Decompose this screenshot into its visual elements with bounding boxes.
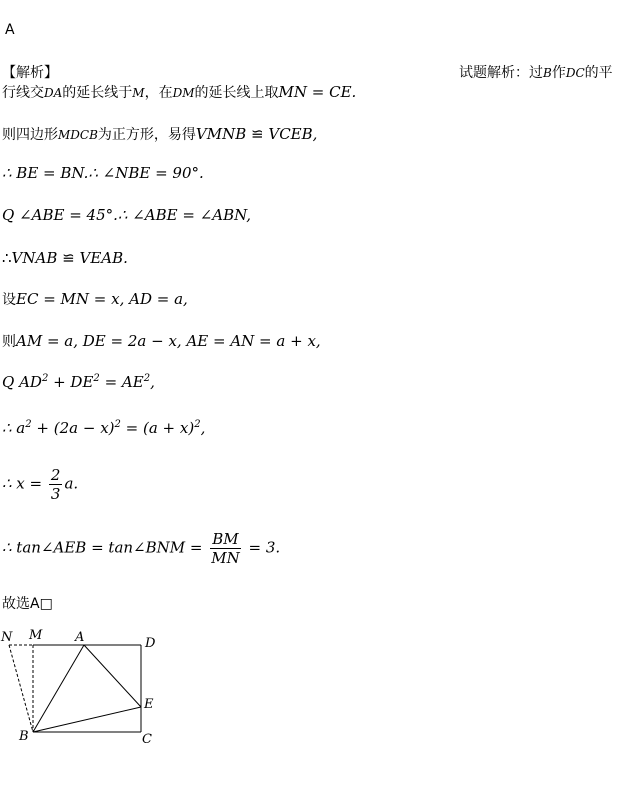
- l8-exp-2: 2: [93, 373, 100, 384]
- line-4: Q ∠ABE = 45°.∴ ∠ABE = ∠ABN,: [2, 206, 252, 224]
- analysis-intro: [459, 62, 613, 82]
- l9-exp-3: 2: [194, 419, 201, 430]
- line-2: [2, 124, 317, 144]
- l1-var-DA: DA: [44, 86, 63, 100]
- segment-BA: [33, 645, 84, 732]
- l9-term-3: = (a + x): [120, 419, 195, 437]
- l10-denominator: 3: [50, 485, 61, 503]
- intro-var-DC: DC: [565, 66, 585, 80]
- l9-exp-1: 2: [25, 419, 32, 430]
- label-D: D: [145, 636, 156, 651]
- l9-term-2: + (2a − x): [31, 419, 115, 437]
- l5-triangle-1: VNAB: [11, 249, 58, 267]
- intro-text-3: 的平: [584, 65, 613, 81]
- l5-congruent: ≌: [57, 249, 80, 267]
- label-C: C: [142, 732, 152, 747]
- l11-denominator: MN: [211, 549, 240, 567]
- l2-congruent: ≌: [246, 125, 269, 143]
- geometry-figure: [0, 625, 170, 750]
- label-B: B: [19, 729, 29, 744]
- intro-text-2: 作: [551, 65, 566, 81]
- l8-term-2: + DE: [48, 373, 94, 391]
- conclusion-text: 故选: [2, 596, 30, 612]
- segment-AE: [84, 645, 141, 707]
- l2-text-a: 则四边形: [2, 127, 58, 143]
- l2-triangle-2: VCEB,: [268, 125, 318, 143]
- l11-numerator: BM: [212, 530, 239, 548]
- line-1: [2, 82, 356, 102]
- segment-BE: [33, 707, 141, 732]
- label-M: M: [29, 628, 43, 643]
- l1-text-c: 的延长线于: [62, 85, 133, 101]
- l1-equation: MN = CE.: [278, 83, 357, 101]
- l10-lhs: ∴ x =: [2, 474, 47, 493]
- line-5: [2, 248, 128, 267]
- label-E: E: [144, 697, 154, 712]
- conclusion-answer: A: [30, 596, 40, 612]
- intro-var-B: B: [543, 66, 552, 80]
- label-A: A: [75, 630, 85, 645]
- l2-var-MDCB: MDCB: [58, 128, 98, 142]
- l6-text: 设: [2, 292, 16, 308]
- segment-NB-dashed: [9, 645, 33, 732]
- l7-text: 则: [2, 334, 16, 350]
- l1-var-M: M: [132, 86, 145, 100]
- l8-term-1: AD: [19, 373, 42, 391]
- l5-triangle-2: VEAB.: [79, 249, 128, 267]
- l5-therefore: ∴: [2, 249, 12, 267]
- line-6: [2, 289, 188, 309]
- line-8: [2, 373, 155, 391]
- line-9: [2, 419, 205, 437]
- l8-exp-3: 2: [143, 373, 151, 384]
- label-N: N: [1, 630, 13, 645]
- l9-term-1: ∴ a: [2, 419, 26, 437]
- answer-letter: A: [5, 22, 15, 38]
- l9-exp-2: 2: [114, 419, 121, 430]
- intro-text-1: 试题解析：过: [459, 65, 543, 81]
- l10-fraction: [49, 466, 63, 503]
- l1-text-g: 的延长线上取: [194, 85, 279, 101]
- l1-var-DM: DM: [172, 86, 195, 100]
- l11-fraction: [209, 530, 241, 567]
- l9-comma: ,: [200, 419, 206, 437]
- l11-lhs: ∴ tan∠AEB = tan∠BNM =: [2, 538, 208, 557]
- l8-comma: ,: [150, 373, 155, 391]
- l1-text-e: ，在: [144, 85, 173, 101]
- l2-text-c: 为正方形，易得: [97, 127, 196, 143]
- line-10: [2, 466, 78, 503]
- l11-rhs: = 3.: [243, 538, 281, 557]
- l2-triangle-1: VMNB: [195, 125, 247, 143]
- conclusion: [2, 593, 53, 613]
- l8-because: Q: [2, 373, 15, 391]
- l8-exp-1: 2: [41, 373, 49, 384]
- l1-text-a: 行线交: [2, 85, 44, 101]
- line-11: [2, 530, 280, 567]
- analysis-heading: 【解析】: [2, 65, 58, 81]
- l6-equation: EC = MN = x, AD = a,: [16, 290, 188, 308]
- l7-equation: AM = a, DE = 2a − x, AE = AN = a + x,: [16, 332, 321, 350]
- l8-term-3: = AE: [99, 373, 144, 391]
- line-3: ∴ BE = BN.∴ ∠NBE = 90°.: [2, 164, 204, 182]
- conclusion-box: □: [39, 596, 53, 612]
- l10-numerator: 2: [50, 466, 61, 484]
- l10-rhs: a.: [64, 474, 79, 493]
- line-7: [2, 331, 321, 351]
